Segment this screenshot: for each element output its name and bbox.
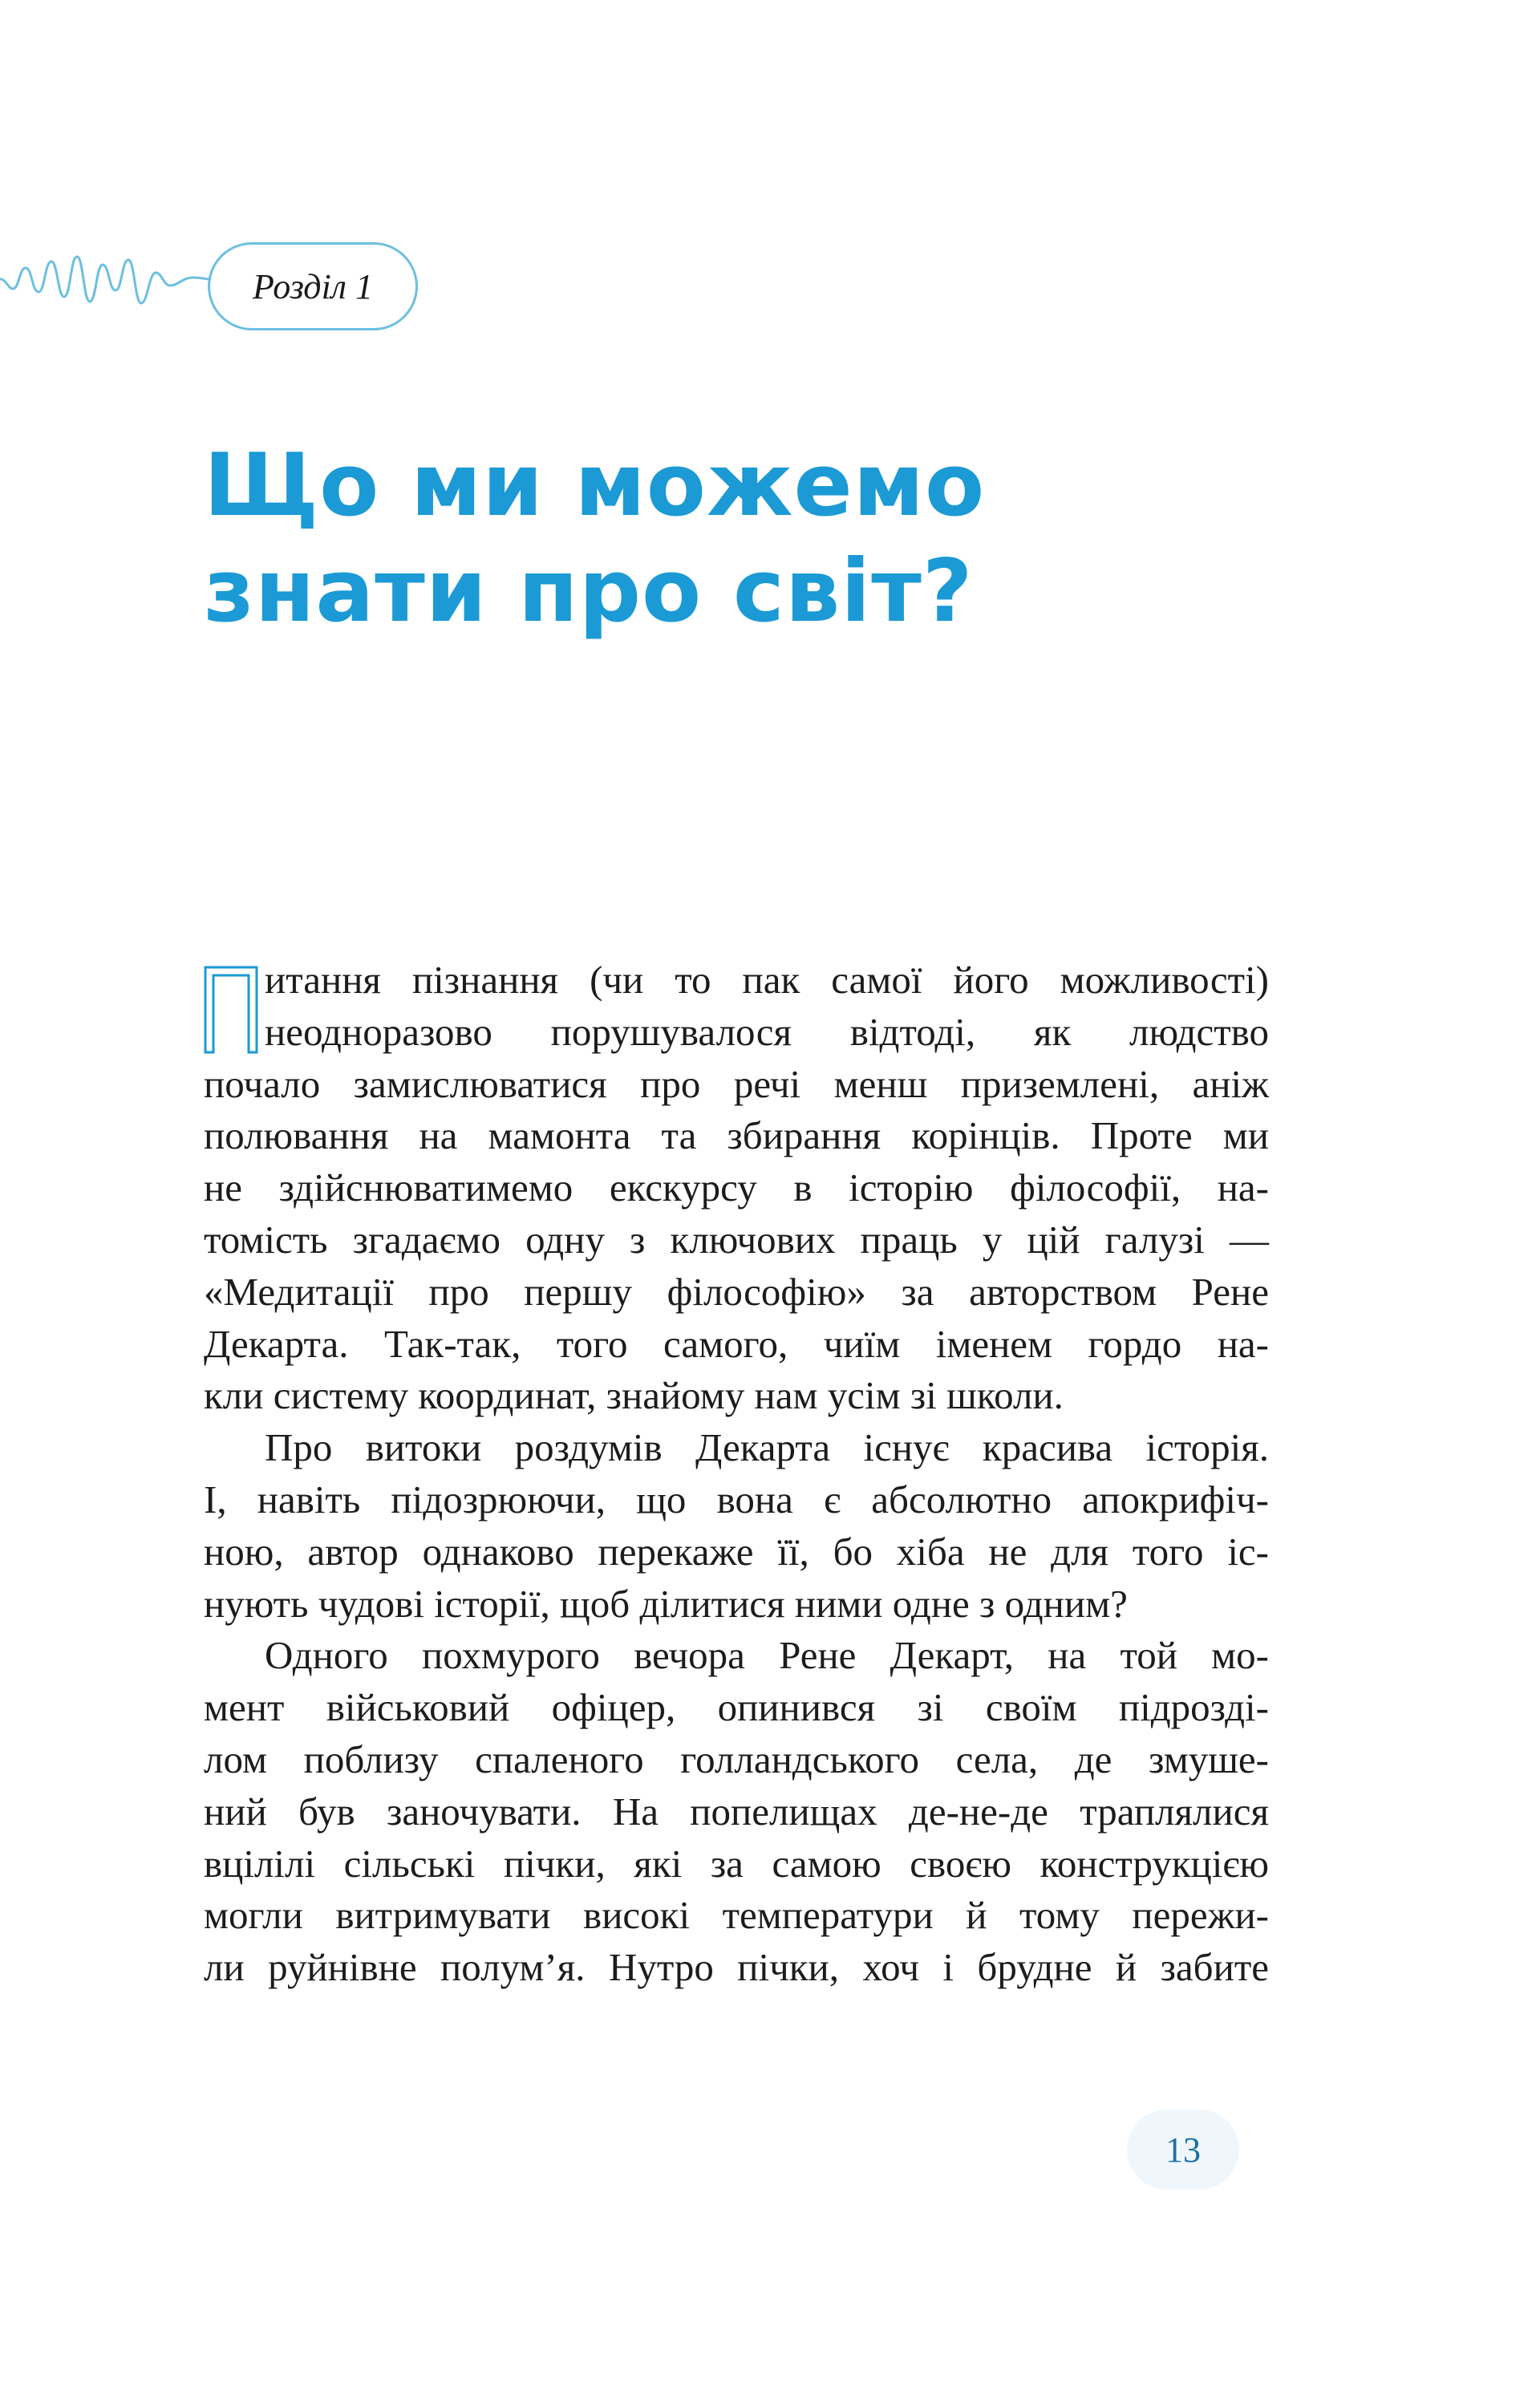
paragraph-line: І, навіть підозрюючи, що вона є абсолютно апокрифіч- xyxy=(204,1477,1269,1522)
chapter-label: Розділ 1 xyxy=(208,242,418,330)
paragraph-line: мент військовий офіцер, опинився зі своїм підрозді- xyxy=(204,1685,1269,1730)
page-number: 13 xyxy=(1127,2109,1239,2190)
paragraph-line: Одного похмурого вечора Рене Декарт, на той мо- xyxy=(265,1633,1269,1678)
drop-cap xyxy=(201,962,263,1057)
chapter-title-line-1: Що ми можемо xyxy=(204,436,986,536)
paragraph-line: почало замислюватися про речі менш приземлені, аніж xyxy=(204,1061,1269,1106)
paragraph-line: могли витримувати високі температури й тому пережи- xyxy=(204,1893,1269,1938)
body-text xyxy=(204,954,1269,1994)
paragraph-line: итання пізнання (чи то пак самої його можливості) xyxy=(265,958,1269,1002)
paragraph-line: «Медитації про першу філософію» за авторством Рене xyxy=(204,1269,1269,1314)
paragraph-line: не здійснюватимемо екскурсу в історію філософії, на- xyxy=(204,1165,1269,1210)
chapter-title-line-2: знати про світ? xyxy=(204,541,974,642)
paragraph-line: ний був заночувати. На попелищах де-не-де траплялися xyxy=(204,1789,1269,1834)
paragraph-line: вцілілі сільські пічки, які за самою своєю конструкцією xyxy=(204,1841,1269,1886)
paragraph-line: ною, автор однаково перекаже її, бо хіба не для того іс- xyxy=(204,1529,1269,1574)
paragraph-line: нують чудові історії, щоб ділитися ними одне з одним? xyxy=(204,1581,1128,1626)
paragraph-line: Про витоки роздумів Декарта існує красива історія. xyxy=(265,1425,1269,1470)
chapter-title xyxy=(204,433,1327,645)
paragraph-line: неодноразово порушувалося відтоді, як людство xyxy=(265,1009,1269,1054)
paragraph-line: полювання на мамонта та збирання корінців. Проте ми xyxy=(204,1113,1269,1158)
paragraph-line: ли руйнівне полум’я. Нутро пічки, хоч і брудне й забите xyxy=(204,1945,1269,1990)
paragraph-line: томість згадаємо одну з ключових праць у цій галузі — xyxy=(204,1217,1269,1262)
wave-decoration-icon xyxy=(0,233,225,321)
paragraph-line: Декарта. Так-так, того самого, чиїм іменем гордо на- xyxy=(204,1321,1269,1366)
paragraph-line: кли систему координат, знайому нам усім зі школи. xyxy=(204,1373,1064,1418)
paragraph-line: лом поблизу спаленого голландського села, де змуше- xyxy=(204,1736,1269,1781)
